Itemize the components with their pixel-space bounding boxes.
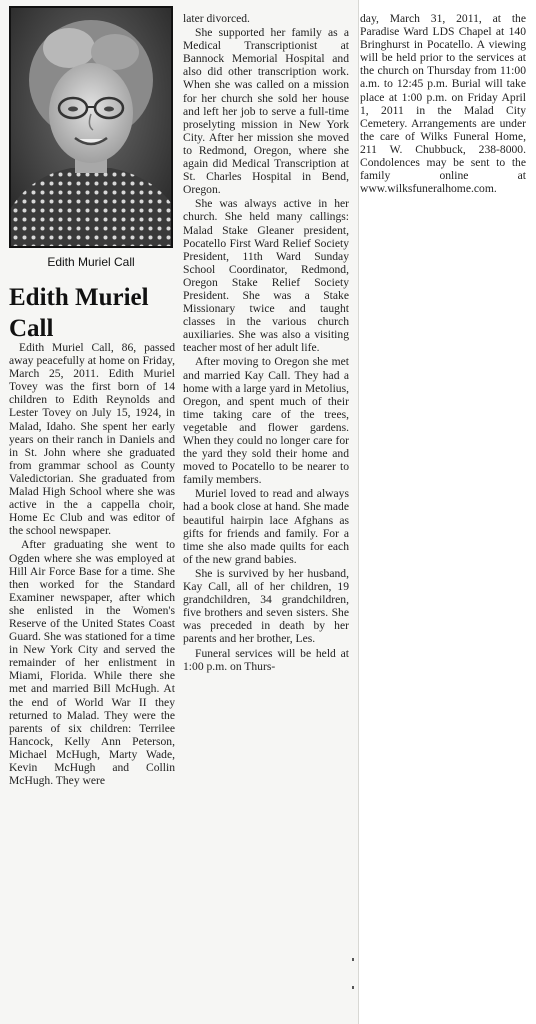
photo-caption: Edith Muriel Call (47, 255, 135, 269)
paragraph: Funeral services will be held at 1:00 p.m. on Thurs- (183, 646, 349, 673)
obituary-headline: Edith Muriel Call (9, 284, 149, 342)
paragraph: She is survived by her husband, Kay Call, all of her children, 19 grandchildren, 34 grandchildren, five brothers and seven sisters. She was preceded in death by her parents and her brother, Les. (183, 566, 349, 646)
paragraph: She was always active in her church. She held many callings: Malad Stake Gleaner president, Pocatello First Ward Relief Society President, 11th Ward Sunday School Coordinator, Redmond, Oregon Stake Relief Society President. She was a Stake Missionary twice and taught classes in the various church auxiliaries. She was also a visiting teacher most of her adult life. (183, 197, 349, 355)
article-column-2 (183, 12, 349, 674)
paragraph: later divorced. (183, 12, 250, 25)
paragraph: After graduating she went to Ogden where she was employed at Hill Air Force Base for a time. She then worked for the Standard Examiner newspaper, after which she enlisted in the Women's Reserve of the United States Coast Guard. She was stationed for a time in New York City and served the remainder of her enlistment in Miami, Florida. While there she met and married Bill McHugh. At the end of World War II they returned to Malad. They were the parents of six children: Terrilee Hancock, Kelly Ann Peterson, Michael McHugh, Marty Wade, Kevin McHugh and Collin McHugh. They were (9, 538, 175, 788)
article-column-1 (9, 341, 175, 788)
paragraph: She supported her family as a Medical Transcriptionist at Bannock Memorial Hospital and also did other transcription work. When she was called on a mission for her church she sold her house and left her job to serve a full-time proselyting mission in New York City. After her mission she moved to Redmond, Oregon, where she again did Medical Transcription at St. Charles Hospital in Bend, Oregon. (183, 26, 349, 197)
paragraph: day, March 31, 2011, at the Paradise Ward LDS Chapel at 140 Bringhurst in Pocatello. A viewing will be held prior to the services at the church on Thursday from 11:00 a.m. to 12:45 p.m. Burial will take place at 1:00 p.m. on Friday April 1, 2011 in the Malad City Cemetery. Arrangements are under the care of Wilks Funeral Home, 211 W. Chubbuck, 238-8000. Condolences may be sent to the family online at www.wilksfuneralhome.com. (360, 12, 526, 196)
paragraph: After moving to Oregon she met and married Kay Call. They had a home with a large yard in Metolius, Oregon, and spent much of their time taking care of the trees, vegetable and flower gardens. When they could no longer care for the yard they sold their home and moved to Pocatello to be nearer to family members. (183, 355, 349, 487)
print-speck (352, 958, 354, 961)
article-column-3 (360, 12, 526, 196)
paragraph: Edith Muriel Call, 86, passed away peacefully at home on Friday, March 25, 2011. Edith Muriel Tovey was the first born of 14 children to Edith Reynolds and Lester Tovey on July 15, 1924, in Malad, Idaho. She spent her early years on their ranch in Daniels and in St. John where she graduated from grammar school as County Valedictorian. She graduated from Malad High School where she was active in the a cappella choir, Home Ec Club and was editor of the school newspaper. (9, 341, 175, 538)
portrait-photo-graphic (11, 8, 171, 246)
portrait-photo (9, 6, 173, 248)
paragraph: Muriel loved to read and always had a book close at hand. She made beautiful hairpin lace Afghans as gifts for friends and family. For a time she also made quilts for each of the new grand babies. (183, 487, 349, 566)
print-speck (352, 986, 354, 989)
